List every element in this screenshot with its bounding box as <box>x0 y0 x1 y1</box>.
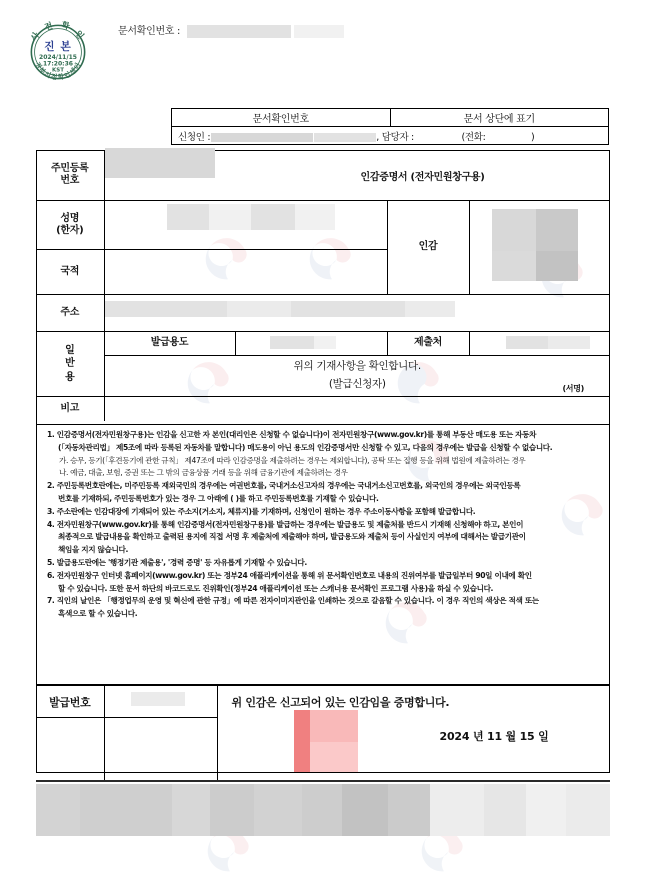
name-label-line1: 성명 <box>60 212 80 224</box>
purpose-label: 발급용도 <box>104 332 235 356</box>
resident-number-label <box>36 150 104 201</box>
redacted-address-4 <box>405 301 455 317</box>
barcode-block-4 <box>210 784 254 836</box>
certification-text: 위 인감은 신고되어 있는 인감임을 증명합니다. <box>231 696 450 709</box>
redacted-issue-number <box>131 692 185 706</box>
redacted-document-number <box>187 25 291 38</box>
address-value <box>104 295 610 332</box>
header-info-table <box>171 108 609 145</box>
redacted-purpose-1 <box>270 336 314 349</box>
name-label <box>36 201 104 250</box>
page-title: 인감증명서 (전자민원창구용) <box>235 150 610 201</box>
stamp-time-text: 17:20:36 <box>42 60 74 68</box>
note-item: 1. 인감증명서(전자민원창구용)는 인감을 신고한 자 본인(대리인은 신청할 수 없습니다)이 전자민원창구(www.gov.kr)를 통해 부동산 매도용 또는 자동차 <box>47 430 537 439</box>
redacted-seal-q1 <box>492 209 536 251</box>
note-item: 흑색으로 할 수 있습니다. <box>58 609 138 619</box>
redacted-submit-to-2 <box>548 336 590 349</box>
top-document-number-line <box>118 22 344 38</box>
stamp-bottom-arc-text: 정부시점확인센터 <box>33 60 83 82</box>
note-item: 6. 전자민원창구 인터넷 홈페이지(www.gov.kr) 또는 정부24 애플리케이션을 통해 위 문서확인번호로 내용의 진위여부를 발급일부터 90일 이내에 확인 <box>47 570 532 580</box>
barcode-block-11 <box>526 784 566 836</box>
note-item: 책임을 지지 않습니다. <box>58 545 128 555</box>
general-use-label <box>36 332 104 397</box>
note-item: 할 수 있습니다. 또한 문서 하단의 바코드로도 진위확인(정부24 애플리케이션 또는 스캐너용 문서확인 프로그램 사용)을 하실 수 있습니다. <box>58 583 494 593</box>
redacted-address-3 <box>291 301 405 317</box>
barcode-block-3 <box>172 784 210 836</box>
barcode-block-2 <box>80 784 172 836</box>
note-item: (「자동차관리법」 제5조에 따라 등록된 자동차를 말합니다) 매도용이 아닌 용도의 인감증명서만 신청할 수 있고, 다음의 경우에는 발급을 신청할 수 없습니다. <box>58 442 553 452</box>
note-item: 7. 직인의 날인은 「행정업무의 운영 및 혁신에 관한 규정」에 따른 전자이미지관인을 인쇄하는 것으로 갈음할 수 있습니다. 이 경우 직인의 색상은 적색 또는 <box>47 596 539 606</box>
phone-label: (전화: <box>461 131 486 143</box>
redacted-name-3 <box>251 204 295 230</box>
resident-number-label-line1: 주민등록 <box>51 162 89 174</box>
issue-spacer-right <box>104 718 217 781</box>
redacted-seal-q3 <box>492 251 536 281</box>
stamp-date-text: 2024/11/15 <box>39 54 77 62</box>
note-item: 가. 승무, 등기(「후견등기에 관한 규칙」 제47조에 따라 인감증명을 제출하려는 경우는 제외합니다), 공탁 또는 집행 등을 위해 법원에 제출하려는 경우 <box>59 455 526 465</box>
legal-notes-block <box>36 424 610 685</box>
redacted-name-2 <box>209 204 251 230</box>
header-doc-no-title: 문서확인번호 <box>172 109 391 127</box>
redacted-barcode-band <box>36 784 610 836</box>
official-seal-image <box>294 710 378 772</box>
stamp-center-text: 진 본 <box>44 39 72 53</box>
general-use-char-2: 반 <box>65 358 75 370</box>
redacted-submit-to-1 <box>506 336 548 349</box>
redacted-address-2 <box>227 301 291 317</box>
redacted-seal-q4 <box>536 251 578 281</box>
note-item: 4. 전자민원창구(www.gov.kr)를 통해 인감증명서(전자민원창구용)를 발급하는 경우에는 발급용도 및 제출처를 반드시 기재해 신청해야 하고, 본인이 <box>47 519 524 529</box>
nationality-label: 국적 <box>36 250 104 295</box>
submit-to-label: 제출처 <box>387 332 469 356</box>
issue-certification-table <box>36 685 610 780</box>
remarks-label: 비고 <box>36 397 104 422</box>
authenticity-stamp-icon <box>22 16 94 88</box>
table-row-purpose <box>36 332 610 356</box>
redacted-address-1 <box>105 301 227 317</box>
purpose-value <box>235 332 387 356</box>
table-row-remarks <box>36 397 610 422</box>
stamp-timezone-text: KST <box>52 67 64 74</box>
redacted-name-4 <box>295 204 335 230</box>
name-value <box>104 201 387 250</box>
issue-number-label: 발급번호 <box>36 686 104 718</box>
table-row <box>172 109 609 127</box>
issue-number-value <box>104 686 217 718</box>
address-label: 주소 <box>36 295 104 332</box>
barcode-block-12 <box>566 784 610 836</box>
table-row-resident-number <box>36 150 610 201</box>
nationality-value <box>104 250 387 295</box>
redacted-name-1 <box>167 204 209 230</box>
note-item: 3. 주소란에는 인감대장에 기재되어 있는 주소지(거소지, 체류지)를 기재하며, 신청인이 원하는 경우 주소이동사항을 포함해 발급합니다. <box>47 506 476 516</box>
seal-label: 인감 <box>387 201 469 295</box>
name-label-line2: (한자) <box>56 225 84 236</box>
redacted-applicant-extra <box>314 133 376 142</box>
applicant-label: 신청인 : <box>178 131 211 143</box>
bottom-divider-rule <box>36 780 610 782</box>
table-row <box>36 686 610 718</box>
phone-close-paren: ) <box>530 131 535 143</box>
general-use-char-1: 일 <box>65 344 75 356</box>
table-row-address <box>36 295 610 332</box>
stamp-top-arc-text: 사 전 확 인 <box>28 19 88 43</box>
applicant-paren-text: (발급신청자) <box>328 378 386 390</box>
handler-label: , 담당자 : <box>376 131 414 143</box>
barcode-block-1 <box>36 784 80 836</box>
confirmation-text: 위의 기재사항을 확인합니다. <box>293 360 421 373</box>
certification-cell <box>217 686 610 781</box>
signature-mark: (서명) <box>562 384 585 393</box>
seal-block-2 <box>310 710 358 742</box>
table-row <box>172 127 609 145</box>
seal-block-3 <box>294 742 310 772</box>
issue-spacer-left <box>36 718 104 781</box>
certification-date: 2024 년 11 월 15 일 <box>439 730 549 743</box>
general-use-char-3: 용 <box>65 371 75 383</box>
barcode-block-8 <box>388 784 430 836</box>
redacted-purpose-2 <box>314 336 336 349</box>
redacted-document-number-tail <box>294 25 344 38</box>
seal-block-4 <box>310 742 358 772</box>
seal-image-cell <box>469 201 610 295</box>
document-top-bar <box>0 0 646 100</box>
redacted-applicant-name <box>211 133 313 142</box>
note-item: 2. 주민등록번호란에는, 미주민등록 재외국민의 경우에는 여권번호를, 국내거소신고자의 경우에는 국내거소신고번호를, 외국인의 경우에는 외국인등록 <box>47 481 521 491</box>
certificate-main-table <box>36 150 610 421</box>
barcode-block-10 <box>484 784 526 836</box>
note-item: 나. 예금, 대출, 보험, 증권 또는 그 밖의 금융상품 거래 등을 위해 금융기관에 제출하려는 경우 <box>59 468 348 478</box>
remarks-value <box>104 397 610 422</box>
redacted-resident-number <box>105 148 215 178</box>
submit-to-value <box>469 332 610 356</box>
note-item: 최종적으로 발급내용을 확인하고 출력된 용지에 직접 서명 후 제출처에 제출해야 하며, 발급용도와 제출처 등이 사실인지 여부에 대해서는 발급기관이 <box>58 532 526 542</box>
note-item: 번호를 기재하되, 주민등록번호가 있는 경우 그 아래에 ( )를 하고 주민등록번호를 기재할 수 있습니다. <box>58 493 379 503</box>
table-row-confirmation <box>36 356 610 397</box>
barcode-block-5 <box>254 784 302 836</box>
confirmation-cell <box>104 356 610 397</box>
table-row-name <box>36 201 610 250</box>
applicant-row <box>172 127 609 145</box>
seal-block-1 <box>294 710 310 742</box>
barcode-block-7 <box>342 784 388 836</box>
resident-number-value <box>104 150 235 201</box>
barcode-block-9 <box>430 784 484 836</box>
resident-number-label-line2: 번호 <box>60 175 80 186</box>
note-item: 5. 발급용도란에는 '행정기관 제출용', '경력 증명' 등 자유롭게 기재할 수 있습니다. <box>47 557 307 567</box>
barcode-block-6 <box>302 784 342 836</box>
header-top-mark-title: 문서 상단에 표기 <box>390 109 609 127</box>
top-document-number-label: 문서확인번호 : <box>118 26 181 37</box>
redacted-seal-q2 <box>536 209 578 251</box>
